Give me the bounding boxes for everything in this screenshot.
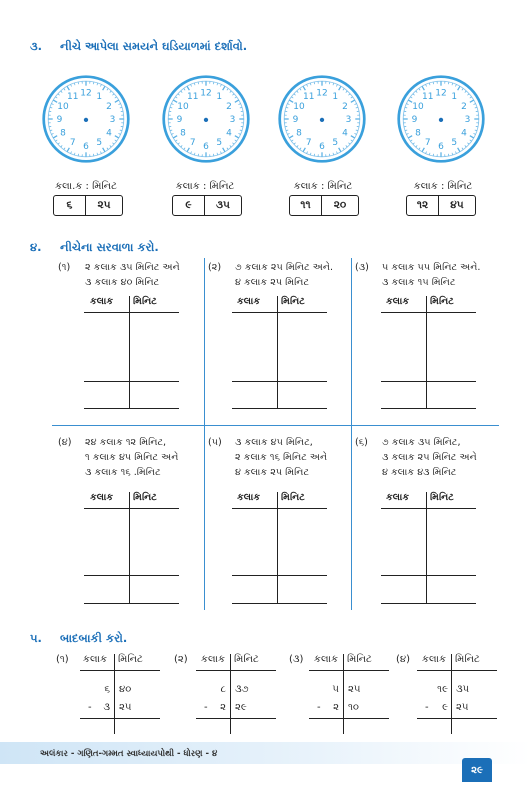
grid-line xyxy=(309,670,389,671)
clock-numeral: 7 xyxy=(424,138,431,149)
minute-value: ૨૦ xyxy=(321,196,358,215)
hour-column-label: કલાક xyxy=(421,654,447,665)
section-divider xyxy=(351,258,352,610)
grid-header xyxy=(133,492,157,503)
clock-numeral: 12 xyxy=(435,88,447,99)
problem-line: ૨ કલાક ૧૬ મિનિટ અને xyxy=(235,452,328,463)
problem-number: (૪) xyxy=(396,654,411,665)
grid-line xyxy=(84,575,179,576)
hour-value: ૧૯ xyxy=(437,684,448,695)
grid-line xyxy=(84,603,179,604)
hour-value: ૨ xyxy=(220,702,226,713)
minute-value: ૩૭ xyxy=(235,684,249,695)
clock-numeral: 7 xyxy=(305,138,312,149)
hour-value: ૯ xyxy=(185,199,192,211)
clock-numeral: 8 xyxy=(180,128,186,139)
q3-number: ૩. xyxy=(30,39,43,53)
problem-number: (૫) xyxy=(208,437,222,448)
clock-numeral: 8 xyxy=(60,128,66,139)
clock-face-3[interactable] xyxy=(277,74,367,164)
grid-header xyxy=(90,492,113,503)
grid-line xyxy=(232,508,327,509)
clock-face-2[interactable] xyxy=(161,74,251,164)
minus-sign: - xyxy=(88,702,92,713)
clock-numeral: 4 xyxy=(106,128,112,139)
minute-column-label: મિનિટ xyxy=(118,654,143,665)
grid-line xyxy=(451,654,452,734)
clock-numeral: 9 xyxy=(292,115,299,126)
clock-label-1: કલા.ક : મિનિટ xyxy=(55,181,117,192)
grid-line xyxy=(232,408,327,409)
q5-number: ૫. xyxy=(30,631,42,645)
grid-line xyxy=(80,718,160,719)
grid-line xyxy=(417,670,497,671)
minute-column-label: મિનિટ xyxy=(281,296,305,307)
problem-number: (૬) xyxy=(355,437,368,448)
clock-numeral: 1 xyxy=(96,92,103,103)
clock-numeral: 10 xyxy=(177,101,189,112)
grid-line xyxy=(84,508,179,509)
minute-column-label: મિનિટ xyxy=(347,654,372,665)
hour-value: ૧૨ xyxy=(416,199,429,211)
clock-numeral: 7 xyxy=(69,138,76,149)
clock-face-4[interactable] xyxy=(396,74,486,164)
grid-line xyxy=(417,718,497,719)
problem-number: (૧) xyxy=(56,654,69,665)
grid-header xyxy=(386,296,409,307)
hour-column-label: કલાક xyxy=(386,492,410,503)
grid-header xyxy=(237,492,260,503)
problem-number: (૩) xyxy=(289,654,304,665)
hour-column-label: કલાક xyxy=(313,654,339,665)
clock-numeral: 4 xyxy=(461,128,467,139)
grid-line xyxy=(80,670,160,671)
grid-header xyxy=(430,492,454,503)
clock-numeral: 1 xyxy=(216,92,223,103)
grid-line xyxy=(84,312,179,313)
grid-line xyxy=(381,575,476,576)
minute-column-label: મિનિટ xyxy=(133,492,157,503)
hour-value: ૩ xyxy=(103,702,110,713)
grid-line xyxy=(196,670,276,671)
clock-numeral: 3 xyxy=(109,115,116,126)
hour-value: ૬ xyxy=(104,684,110,695)
clock-label-3: કલાક : મિનિટ xyxy=(293,181,353,192)
clock-numeral: 10 xyxy=(57,101,69,112)
grid-line xyxy=(381,508,476,509)
clock-numeral: 8 xyxy=(296,128,302,139)
section-divider xyxy=(204,258,205,610)
time-box-1 xyxy=(53,195,123,216)
minute-value: ૪૫ xyxy=(438,196,475,215)
hour-value: ૬ xyxy=(66,199,73,211)
addition-problem-4 xyxy=(58,435,178,480)
problem-number: (૧) xyxy=(58,262,71,273)
clock-numeral: 9 xyxy=(56,115,63,126)
clock-numeral: 11 xyxy=(421,92,434,103)
q5-heading xyxy=(30,631,127,646)
minute-column-label: મિનિટ xyxy=(430,492,454,503)
grid-line xyxy=(309,718,389,719)
grid-line xyxy=(232,312,327,313)
grid-line xyxy=(381,381,476,382)
clock-numeral: 3 xyxy=(229,115,236,126)
addition-problem-3 xyxy=(355,260,480,290)
grid-line xyxy=(129,296,130,408)
footer-title: અલંકાર - ગણિત-ગમ્મત સ્વાધ્યાયપોથી - ધોરણ - ૪ xyxy=(40,749,218,759)
grid-header xyxy=(237,296,260,307)
clock-numeral: 12 xyxy=(200,88,212,99)
problem-line: ૩ કલાક ૧૫ મિનિટ xyxy=(382,277,456,288)
clock-numeral: 12 xyxy=(80,88,92,99)
minute-value: ૨૫ xyxy=(348,684,361,695)
hour-column-label: કલાક xyxy=(90,296,114,307)
hour-column-label: કલાક xyxy=(386,296,410,307)
problem-line: ૩ કલાક ૪૦ મિનિટ xyxy=(85,277,160,288)
q4-instruction: નીચેના સરવાળા કરો. xyxy=(60,240,159,254)
hour-column-label: કલાક xyxy=(82,654,108,665)
clock-label-4: કલાક : મિનિટ xyxy=(413,181,473,192)
subtraction-problem-2 xyxy=(174,654,188,665)
clock-numeral: 5 xyxy=(216,138,223,149)
addition-problem-6 xyxy=(355,435,477,480)
clock-numeral: 9 xyxy=(176,115,183,126)
minute-column-label: મિનિટ xyxy=(234,654,259,665)
clock-numeral: 4 xyxy=(342,128,348,139)
addition-problem-1 xyxy=(58,260,180,290)
minute-column-label: મિનિટ xyxy=(133,296,157,307)
minute-value: ૩૫ xyxy=(204,196,241,215)
minute-column-label: મિનિટ xyxy=(430,296,454,307)
clock-numeral: 1 xyxy=(332,92,339,103)
subtraction-problem-3 xyxy=(289,654,303,665)
grid-header xyxy=(133,296,157,307)
minute-value: ૨૫ xyxy=(456,702,469,713)
grid-line xyxy=(84,408,179,409)
problem-line: ૨ કલાક ૩૫ મિનિટ અને xyxy=(85,262,180,273)
clock-numeral: 5 xyxy=(96,138,103,149)
grid-line xyxy=(426,492,427,604)
subtraction-problem-1 xyxy=(56,654,69,665)
hour-column-label: કલાક xyxy=(200,654,226,665)
clock-numeral: 10 xyxy=(412,101,424,112)
hour-value: ૫ xyxy=(332,684,339,695)
clock-numeral: 11 xyxy=(66,92,79,103)
grid-line xyxy=(129,492,130,604)
hour-value: ૨ xyxy=(333,702,339,713)
clock-numeral: 4 xyxy=(226,128,232,139)
section-divider xyxy=(52,425,499,426)
grid-line xyxy=(277,296,278,408)
hour-column-label: કલાક xyxy=(237,296,261,307)
clock-numeral: 2 xyxy=(106,101,112,112)
grid-line xyxy=(84,381,179,382)
minute-value: ૩૫ xyxy=(456,684,470,695)
q3-instruction: નીચે આપેલા સમયને ઘડિયાળમાં દર્શાવો. xyxy=(60,39,248,53)
minus-sign: - xyxy=(317,702,321,713)
subtraction-problem-4 xyxy=(396,654,410,665)
problem-line: ૪ કલાક ૪૩ મિનિટ xyxy=(382,467,457,478)
clock-numeral: 6 xyxy=(438,141,444,152)
minute-value: ૧૦ xyxy=(348,702,359,713)
hour-value: ૯ xyxy=(442,702,448,713)
problem-line: ૩ કલાક ૪૫ મિનિટ, xyxy=(235,437,313,448)
clock-numeral: 6 xyxy=(203,141,209,152)
problem-number: (૨) xyxy=(174,654,188,665)
problem-line: ૪ કલાક ૨૫ મિનિટ xyxy=(235,277,310,288)
clock-numeral: 1 xyxy=(451,92,458,103)
clock-numeral: 3 xyxy=(345,115,352,126)
addition-problem-5 xyxy=(208,435,327,480)
minute-value: ૨૯ xyxy=(235,702,247,713)
clock-numeral: 3 xyxy=(464,115,471,126)
clock-numeral: 7 xyxy=(189,138,196,149)
minute-value: ૪૦ xyxy=(119,684,132,695)
grid-line xyxy=(196,718,276,719)
clock-numeral: 2 xyxy=(342,101,348,112)
grid-header xyxy=(90,296,113,307)
problem-line: ૭ કલાક ૩૫ મિનિટ, xyxy=(382,437,461,448)
problem-line: ૫ કલાક ૫૫ મિનિટ અને. xyxy=(382,262,481,273)
clock-numeral: 11 xyxy=(186,92,199,103)
grid-line xyxy=(232,603,327,604)
q4-heading xyxy=(30,240,159,255)
grid-header xyxy=(386,492,409,503)
clock-numeral: 6 xyxy=(319,141,325,152)
clock-numeral: 12 xyxy=(316,88,328,99)
addition-problem-2 xyxy=(208,260,333,290)
minute-value: ૨૫ xyxy=(85,196,122,215)
grid-line xyxy=(232,381,327,382)
grid-line xyxy=(381,603,476,604)
q4-number: ૪. xyxy=(30,240,42,254)
problem-line: ૩ કલાક ૧૬ .મિનિટ xyxy=(85,467,161,478)
grid-line xyxy=(230,654,231,734)
grid-header xyxy=(281,492,305,503)
hour-value: ૧૧ xyxy=(300,199,311,211)
time-box-3 xyxy=(289,195,359,216)
grid-line xyxy=(114,654,115,734)
problem-line: ૧ કલાક ૪૫ મિનિટ અને xyxy=(85,452,179,463)
time-box-2 xyxy=(172,195,242,216)
grid-line xyxy=(381,408,476,409)
minus-sign: - xyxy=(425,702,429,713)
grid-line xyxy=(232,575,327,576)
hour-column-label: કલાક xyxy=(237,492,261,503)
problem-line: ૭ કલાક ૨૫ મિનિટ અને. xyxy=(235,262,334,273)
minute-column-label: મિનિટ xyxy=(455,654,480,665)
time-box-4 xyxy=(406,195,476,216)
hour-column-label: કલાક xyxy=(90,492,114,503)
problem-line: ૨૪ કલાક ૧૨ મિનિટ, xyxy=(85,437,167,448)
grid-header xyxy=(430,296,454,307)
q3-heading xyxy=(30,39,247,54)
problem-number: (૩) xyxy=(355,262,369,273)
grid-line xyxy=(277,492,278,604)
q5-instruction: બાદબાકી કરો. xyxy=(60,631,128,645)
grid-header xyxy=(281,296,305,307)
clock-numeral: 2 xyxy=(226,101,232,112)
clock-numeral: 10 xyxy=(293,101,305,112)
page-number: ૨૯ xyxy=(462,758,492,782)
minute-column-label: મિનિટ xyxy=(281,492,305,503)
clock-numeral: 2 xyxy=(461,101,467,112)
clock-label-2: કલાક : મિનિટ xyxy=(175,181,235,192)
hour-value: ૮ xyxy=(220,684,226,695)
clock-numeral: 5 xyxy=(332,138,339,149)
problem-number: (૨) xyxy=(208,262,222,273)
grid-line xyxy=(426,296,427,408)
minute-value: ૨૫ xyxy=(119,702,132,713)
clock-numeral: 11 xyxy=(302,92,315,103)
clock-face-1[interactable] xyxy=(41,74,131,164)
clock-numeral: 9 xyxy=(411,115,418,126)
clock-numeral: 8 xyxy=(415,128,421,139)
problem-line: ૪ કલાક ૨૫ મિનિટ xyxy=(235,467,310,478)
problem-line: ૩ કલાક ૨૫ મિનિટ અને xyxy=(382,452,477,463)
grid-line xyxy=(381,312,476,313)
clock-numeral: 6 xyxy=(83,141,89,152)
minus-sign: - xyxy=(204,702,208,713)
clock-numeral: 5 xyxy=(451,138,458,149)
problem-number: (૪) xyxy=(58,437,72,448)
grid-line xyxy=(343,654,344,734)
